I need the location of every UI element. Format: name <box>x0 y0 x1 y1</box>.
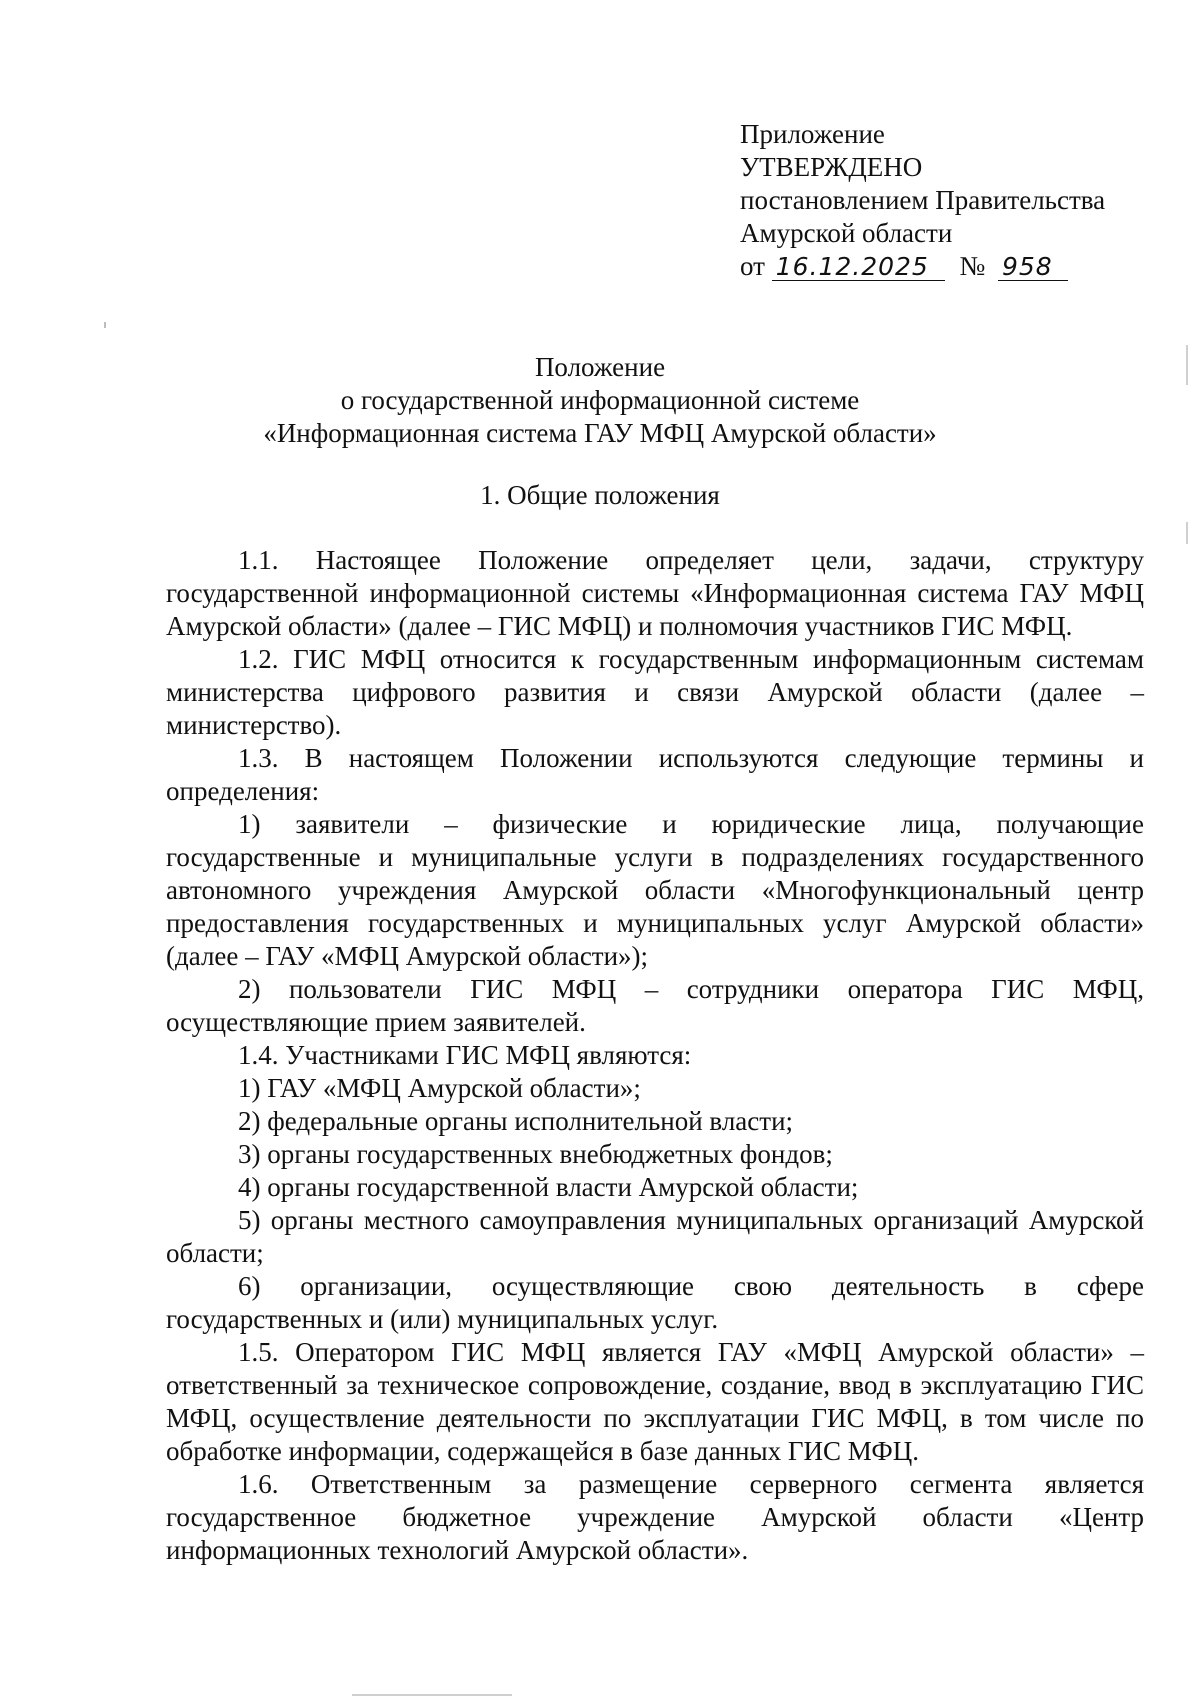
list-item-terms-2: 2) пользователи ГИС МФЦ – сотрудники оператора ГИС МФЦ, осуществляющие прием заявителей. <box>166 974 1144 1037</box>
list-item-participant-4: 4) органы государственной власти Амурской области; <box>238 1172 859 1202</box>
approval-block <box>740 118 1160 283</box>
paragraph-1-5: 1.5. Оператором ГИС МФЦ является ГАУ «МФЦ Амурской области» – ответственный за техническое сопровождение, создание, ввод в эксплуатацию ГИС МФЦ, осуществление деятельности по эксплуатации ГИС МФЦ, в том числе по обработке информации, содержащейся в базе данных ГИС МФЦ. <box>166 1337 1144 1466</box>
paragraph-1-2: 1.2. ГИС МФЦ относится к государственным информационным системам министерства цифрового развития и связи Амурской области (далее – министерство). <box>166 644 1144 740</box>
title-line-1: Положение <box>534 352 666 382</box>
paragraph-1-1: 1.1. Настоящее Положение определяет цели, задачи, структуру государственной информационной системы «Информационная система ГАУ МФЦ Амурской области» (далее – ГИС МФЦ) и полномочия участников ГИС МФЦ. <box>166 545 1144 641</box>
approval-number-label: № <box>959 251 986 281</box>
section-body <box>166 544 1144 1567</box>
list-item-participant-1: 1) ГАУ «МФЦ Амурской области»; <box>238 1073 641 1103</box>
list-item-participant-6: 6) организации, осуществляющие свою деятельность в сфере государственных и (или) муниципальных услуг. <box>166 1271 1144 1334</box>
title-line-2: о государственной информационной системе <box>340 385 860 415</box>
approval-resolution: постановлением Правительства <box>740 185 1106 215</box>
approval-from-label: от <box>740 251 765 281</box>
paragraph-1-4: 1.4. Участниками ГИС МФЦ являются: <box>238 1040 692 1070</box>
list-item-participant-3: 3) органы государственных внебюджетных фондов; <box>238 1139 833 1169</box>
scan-mark-left <box>104 322 106 328</box>
scan-line-bottom <box>352 1694 512 1696</box>
approval-region: Амурской области <box>740 218 953 248</box>
document-title <box>120 351 1080 450</box>
title-line-3: «Информационная система ГАУ МФЦ Амурской области» <box>263 418 937 448</box>
scan-mark-right-2 <box>1186 522 1188 544</box>
approval-approved: УТВЕРЖДЕНО <box>740 152 923 182</box>
list-item-terms-1: 1) заявители – физические и юридические лица, получающие государственные и муниципальные услуги в подразделениях государственного автономного учреждения Амурской области «Многофункциональный центр предоставления государственных и муниципальных услуг Амурской области» (далее – ГАУ «МФЦ Амурской области»); <box>166 809 1144 971</box>
section-heading: 1. Общие положения <box>480 480 720 510</box>
approval-date-line <box>740 250 1160 283</box>
list-item-participant-5: 5) органы местного самоуправления муниципальных организаций Амурской области; <box>166 1205 1144 1268</box>
paragraph-1-3: 1.3. В настоящем Положении используются следующие термины и определения: <box>166 743 1144 806</box>
list-item-participant-2: 2) федеральные органы исполнительной власти; <box>238 1106 794 1136</box>
approval-date: 16.12.2025 <box>772 254 945 281</box>
approval-appendix: Приложение <box>740 119 885 149</box>
scan-mark-right-1 <box>1186 345 1188 385</box>
paragraph-1-6: 1.6. Ответственным за размещение серверного сегмента является государственное бюджетное учреждение Амурской области «Центр информационных технологий Амурской области». <box>166 1469 1144 1565</box>
approval-number: 958 <box>998 254 1068 281</box>
